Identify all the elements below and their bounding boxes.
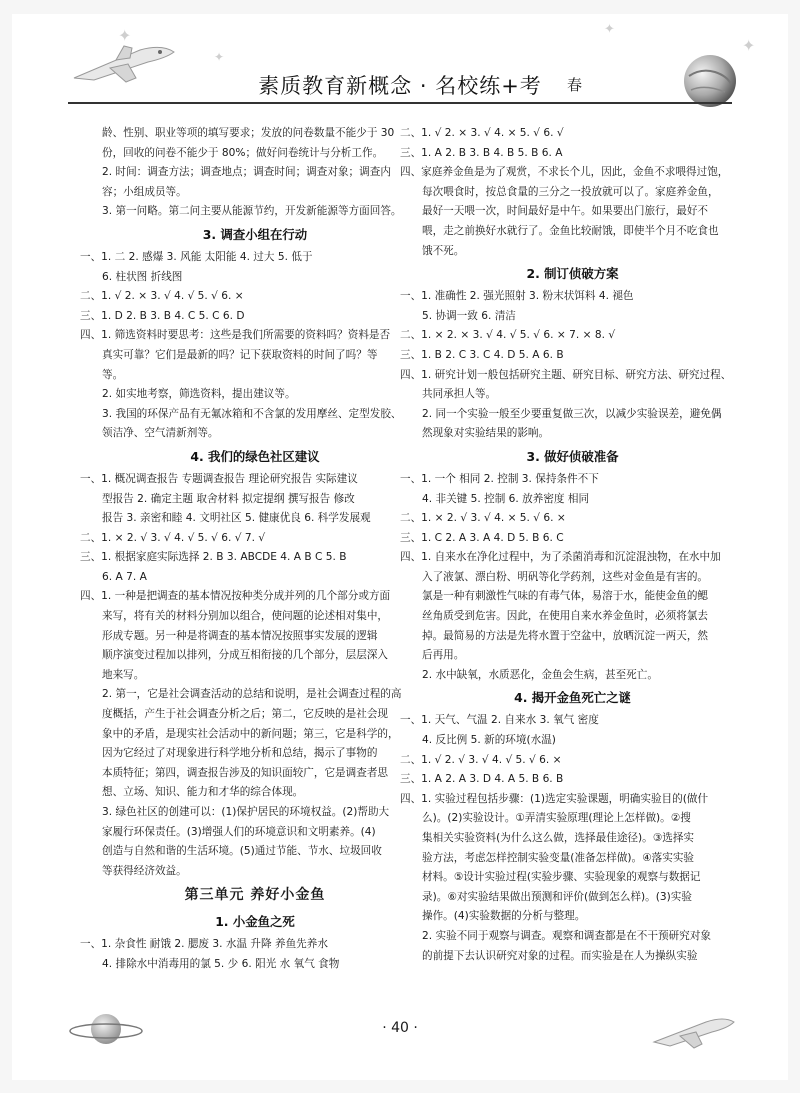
- section-heading: 4. 揭开金鱼死亡之谜: [514, 690, 631, 706]
- star-icon: ✦: [742, 36, 756, 55]
- left-answer-line: 6. A 7. A: [102, 570, 147, 583]
- header-rule: [68, 102, 732, 104]
- left-answer-line: 想、立场、知识、能力和才华的综合体现。: [102, 786, 304, 799]
- right-answer-line: 共同承担人等。: [422, 388, 497, 401]
- section-heading: 3. 做好侦破准备: [526, 448, 619, 464]
- right-answer-line: 最好一天喂一次，时间最好是中午。如果要出门旅行，最好不: [422, 205, 709, 218]
- season-label: 春: [567, 76, 583, 94]
- right-answer-line: 一、1. 准确性 2. 强光照射 3. 粉末状饵料 4. 褪色: [400, 290, 634, 303]
- section-heading: 4. 我们的绿色社区建议: [190, 448, 320, 464]
- right-answer-line: 然现象对实验结果的影响。: [422, 427, 550, 440]
- right-answer-line: 么)。(2)实验设计。①弄清实验原理(理论上怎样做)。②搜: [422, 812, 691, 825]
- right-answer-line: 一、1. 一个 相同 2. 控制 3. 保持条件不下: [400, 472, 599, 485]
- left-answer-line: 领洁净、空气清新剂等。: [102, 427, 219, 440]
- left-answer-line: 等。: [102, 368, 124, 381]
- right-answer-line: 四、1. 研究计划一般包括研究主题、研究目标、研究方法、研究过程、: [400, 368, 732, 381]
- left-answer-line: 一、1. 概况调查报告 专题调查报告 理论研究报告 实际建议: [80, 472, 358, 485]
- star-icon: ✦: [604, 22, 615, 37]
- left-answer-line: 2. 第一，它是社会调查活动的总结和说明，是社会调查过程的高: [102, 688, 402, 701]
- left-answer-line: 创造与自然和谐的生活环境。(5)通过节能、节水、垃圾回收: [102, 845, 382, 858]
- right-answer-line: 掉。最简易的方法是先将水置于空盆中，放晒沉淀一两天，然: [422, 629, 709, 642]
- right-answer-line: 4. 非关键 5. 控制 6. 放养密度 相同: [422, 492, 590, 505]
- page-header: [0, 0, 800, 130]
- right-answer-line: 操作。(4)实验数据的分析与整理。: [422, 910, 586, 923]
- right-answer-line: 入了液氯、漂白粉、明矾等化学药剂，这些对金鱼是有害的。: [422, 570, 709, 583]
- left-answer-line: 度概括，产生于社会调查分析之后；第二，它反映的是社会现: [102, 708, 389, 721]
- right-answer-line: 三、1. C 2. A 3. A 4. D 5. B 6. C: [400, 531, 564, 544]
- right-answer-line: 三、1. B 2. C 3. C 4. D 5. A 6. B: [400, 348, 564, 361]
- left-answer-line: 一、1. 杂食性 耐饿 2. 腮废 3. 水温 升降 养鱼先养水: [80, 938, 328, 951]
- left-answer-line: 本质特征；第四，调查报告涉及的知识面较广，它是调查者思: [102, 766, 389, 779]
- star-icon: ✦: [118, 26, 132, 45]
- right-answer-line: 四、1. 实验过程包括步骤：(1)选定实验课题，明确实验目的(做什: [400, 792, 709, 805]
- left-answer-line: 二、1. √ 2. × 3. √ 4. √ 5. √ 6. ×: [80, 290, 244, 303]
- right-answer-line: 三、1. A 2. A 3. D 4. A 5. B 6. B: [400, 773, 564, 786]
- left-answer-line: 地来写。: [102, 668, 145, 681]
- left-answer-line: 3. 我国的环保产品有无氟冰箱和不含氯的发用摩丝、定型发胶、: [102, 407, 402, 420]
- right-answer-line: 二、1. √ 2. × 3. √ 4. × 5. √ 6. √: [400, 127, 564, 139]
- right-answer-line: 丝角质受到危害。因此，在使用自来水养金鱼时，必须将氯去: [422, 610, 709, 623]
- right-answer-line: 后再用。: [422, 649, 465, 662]
- right-answer-line: 二、1. × 2. √ 3. √ 4. × 5. √ 6. ×: [400, 512, 566, 525]
- left-answer-line: 4. 排除水中消毒用的氯 5. 少 6. 阳光 水 氧气 食物: [102, 957, 340, 970]
- right-answer-line: 二、1. √ 2. √ 3. √ 4. √ 5. √ 6. ×: [400, 753, 562, 766]
- unit-heading: 第三单元 养好小金鱼: [184, 887, 326, 904]
- right-answer-line: 2. 同一个实验一般至少要重复做三次，以减少实验误差，避免偶: [422, 407, 722, 420]
- right-answer-line: 录)。⑥对实验结果做出预测和评价(做到怎么样)。(3)实验: [422, 890, 692, 903]
- star-icon: ✦: [214, 50, 225, 64]
- right-answer-line: 一、1. 天气、气温 2. 自来水 3. 氧气 密度: [400, 714, 599, 727]
- right-answer-line: 2. 实验不同于观察与调查。观察和调查都是在不干预研究对象: [422, 929, 711, 942]
- section-heading: 3. 调查小组在行动: [202, 226, 308, 242]
- right-answer-line: 饿不死。: [422, 244, 465, 257]
- left-answer-line: 型报告 2. 确定主题 取舍材料 拟定提纲 撰写报告 修改: [102, 492, 355, 505]
- left-answer-line: 6. 柱状图 折线图: [102, 270, 183, 283]
- right-answer-line: 2. 水中缺氧，水质恶化，金鱼会生病，甚至死亡。: [422, 668, 658, 681]
- left-answer-line: 3. 第一问略。第二问主要从能源节约，开发新能源等方面回答。: [102, 205, 402, 218]
- right-answer-line: 集相关实验资料(为什么这么做，选择最佳途径)。③选择实: [422, 832, 695, 844]
- left-answer-line: 2. 如实地考察，筛选资料，提出建议等。: [102, 388, 296, 401]
- right-answer-line: 的前提下去认识研究对象的过程。而实验是在人为操纵实验: [422, 949, 698, 962]
- left-answer-line: 四、1. 筛选资料时要思考：这些是我们所需要的资料吗？资料是否: [80, 329, 391, 342]
- left-answer-line: 等获得经济效益。: [102, 864, 187, 877]
- section-heading: 2. 制订侦破方案: [526, 266, 619, 282]
- page-number: · 40 ·: [382, 1020, 418, 1036]
- right-answer-line: 4. 反比例 5. 新的环境(水温): [422, 734, 556, 747]
- left-answer-line: 二、1. × 2. √ 3. √ 4. √ 5. √ 6. √ 7. √: [80, 531, 266, 544]
- left-answer-line: 真实可靠？它们是最新的吗？记下获取资料的时间了吗？等: [102, 348, 378, 361]
- right-answer-line: 氯是一种有刺激性气味的有毒气体，易溶于水，能使金鱼的鳃: [422, 590, 709, 603]
- left-answer-line: 形成专题。另一种是将调查的基本情况按照事实发展的逻辑: [102, 629, 378, 642]
- right-answer-line: 验方法，考虑怎样控制实验变量(准备怎样做)。④落实实验: [422, 851, 695, 864]
- left-column: [80, 124, 430, 975]
- right-column: [400, 124, 745, 966]
- right-answer-line: 材料。⑤设计实验过程(实验步骤、实验现象的观察与数据记: [422, 871, 701, 884]
- left-answer-line: 份，回收的问卷不能少于 80%；做好问卷统计与分析工作。: [102, 146, 384, 159]
- right-answer-line: 三、1. A 2. B 3. B 4. B 5. B 6. A: [400, 146, 563, 159]
- right-answer-line: 每次喂食时，按总食量的三分之一投放就可以了。家庭养金鱼，: [422, 185, 719, 198]
- section-heading: 1. 小金鱼之死: [215, 914, 295, 930]
- left-answer-line: 家履行环保责任。(3)增强人们的环境意识和文明素养。(4): [102, 825, 376, 838]
- right-answer-line: 四、家庭养金鱼是为了观赏，不求长个儿，因此，金鱼不求喂得过饱，: [400, 166, 729, 179]
- left-answer-line: 三、1. D 2. B 3. B 4. C 5. C 6. D: [80, 309, 245, 322]
- right-answer-line: 5. 协调一致 6. 清洁: [422, 309, 516, 322]
- right-answer-line: 喂，走之前换好水就行了。金鱼比较耐饿，即使半个月不吃食也: [422, 224, 719, 237]
- right-answer-line: 二、1. × 2. × 3. √ 4. √ 5. √ 6. × 7. × 8. √: [400, 329, 616, 342]
- left-answer-line: 一、1. 二 2. 感爆 3. 风能 太阳能 4. 过大 5. 低于: [80, 250, 313, 263]
- left-answer-line: 顺序演变过程加以排列，分成互相衔接的几个部分，层层深入: [102, 649, 389, 662]
- left-answer-line: 龄、性别、职业等项的填写要求；发放的问卷数量不能少于 30: [102, 127, 395, 139]
- left-answer-line: 来写，将有关的材料分别加以组合，使问题的论述相对集中，: [102, 610, 389, 623]
- left-answer-line: 三、1. 根据家庭实际选择 2. B 3. ABCDE 4. A B C 5. B: [80, 551, 347, 564]
- left-answer-line: 容；小组成员等。: [102, 185, 187, 198]
- right-answer-line: 四、1. 自来水在净化过程中，为了杀菌消毒和沉淀混浊物，在水中加: [400, 551, 721, 564]
- left-answer-line: 因为它经过了对现象进行科学地分析和总结，揭示了事物的: [102, 747, 378, 760]
- left-answer-line: 3. 绿色社区的创建可以：(1)保护居民的环境权益。(2)帮助大: [102, 806, 390, 818]
- left-answer-line: 四、1. 一种是把调查的基本情况按种类分成并列的几个部分或方面: [80, 590, 391, 603]
- left-answer-line: 象中的矛盾，是现实社会活动中的新问题；第三，它是科学的，: [102, 727, 399, 740]
- page-title: 素质教育新概念 · 名校练+考: [258, 74, 542, 98]
- left-answer-line: 报告 3. 亲密和睦 4. 文明社区 5. 健康优良 6. 科学发展观: [102, 512, 371, 525]
- left-answer-line: 2. 时间：调查方法；调查地点；调查时间；调查对象；调查内: [102, 166, 391, 179]
